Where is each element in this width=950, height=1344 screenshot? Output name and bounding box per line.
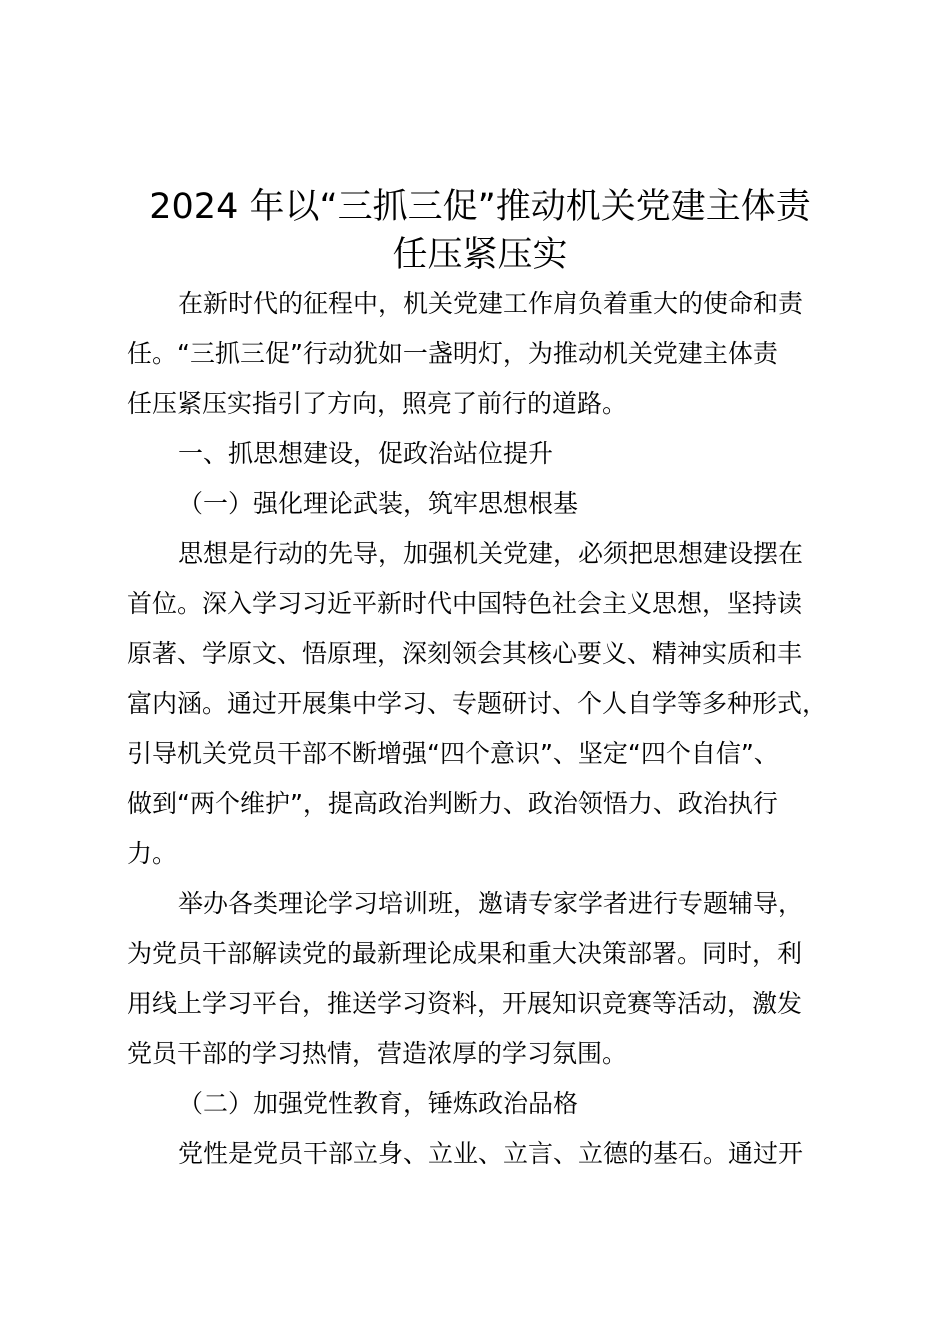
body-line: 用线上学习平台，推送学习资料，开展知识竞赛等活动，激发 <box>127 989 803 1018</box>
body-line: 任。“三抓三促”行动犹如一盏明灯，为推动机关党建主体责 <box>127 339 778 368</box>
body-line: 原著、学原文、悟原理，深刻领会其核心要义、精神实质和丰 <box>127 639 803 668</box>
body-line: 党性是党员干部立身、立业、立言、立德的基石。通过开 <box>178 1139 804 1168</box>
body-line: 力。 <box>127 839 178 868</box>
document-title-line-1: 2024 年以“三抓三促”推动机关党建主体责 <box>149 187 811 227</box>
subsection-heading: （二）加强党性教育，锤炼政治品格 <box>178 1089 579 1118</box>
body-line: 思想是行动的先导，加强机关党建，必须把思想建设摆在 <box>178 539 804 568</box>
body-line: 党员干部的学习热情，营造浓厚的学习氛围。 <box>127 1039 628 1068</box>
body-line: 为党员干部解读党的最新理论成果和重大决策部署。同时，利 <box>127 939 803 968</box>
body-line: 引导机关党员干部不断增强“四个意识”、坚定“四个自信”、 <box>127 739 779 768</box>
body-line: 举办各类理论学习培训班，邀请专家学者进行专题辅导， <box>178 889 804 918</box>
body-line: 富内涵。通过开展集中学习、专题研讨、个人自学等多种形式， <box>127 689 828 718</box>
body-line: 任压紧压实指引了方向，照亮了前行的道路。 <box>127 389 628 418</box>
document-title-line-2: 任压紧压实 <box>392 235 568 275</box>
section-heading: 一、抓思想建设，促政治站位提升 <box>178 439 554 468</box>
body-line: 做到“两个维护”，提高政治判断力、政治领悟力、政治执行 <box>127 789 778 818</box>
subsection-heading: （一）强化理论武装，筑牢思想根基 <box>178 489 579 518</box>
body-line: 首位。深入学习习近平新时代中国特色社会主义思想，坚持读 <box>127 589 803 618</box>
body-line: 在新时代的征程中，机关党建工作肩负着重大的使命和责 <box>178 289 804 318</box>
